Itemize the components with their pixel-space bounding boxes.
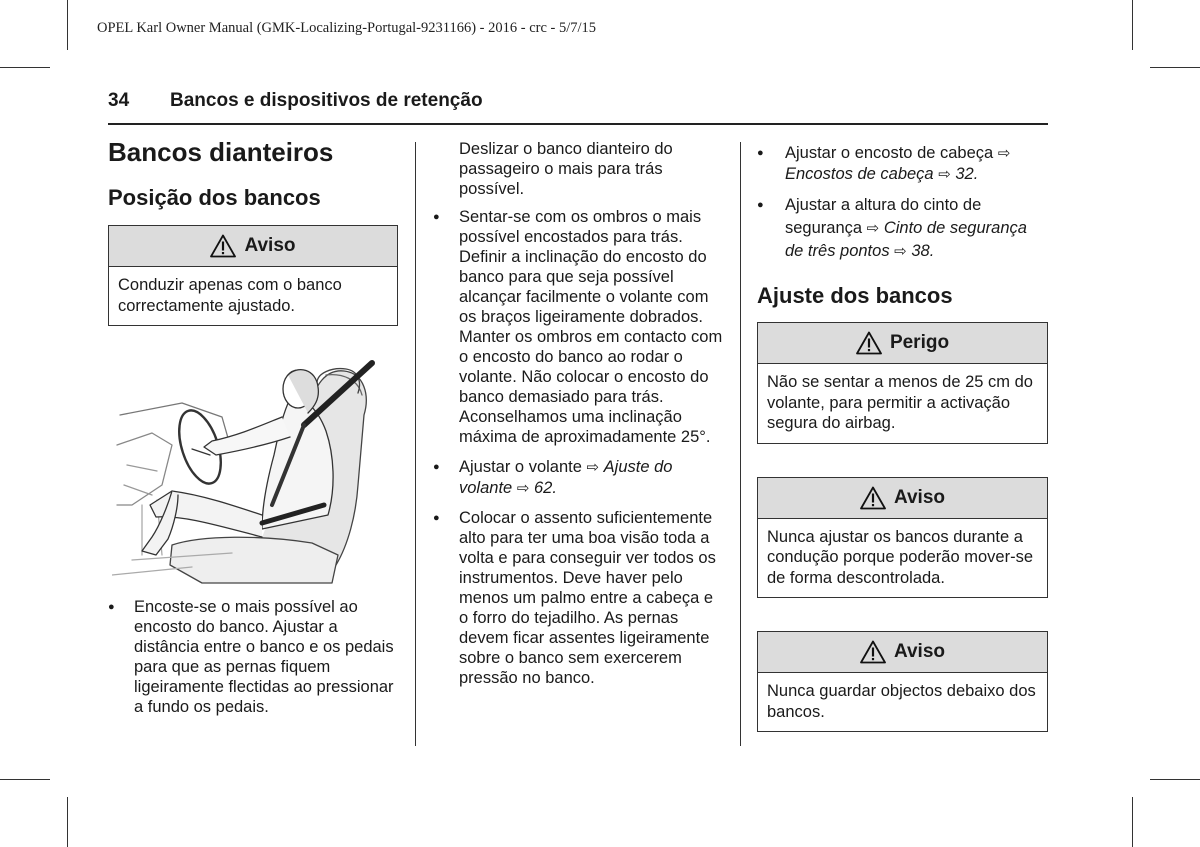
crop-mark bbox=[1150, 779, 1200, 780]
warning-triangle-icon bbox=[856, 331, 882, 355]
page-reference[interactable]: 62. bbox=[533, 479, 557, 497]
warning-text: Conduzir apenas com o banco correctamente ajustado. bbox=[118, 276, 342, 315]
column-3 bbox=[757, 143, 1048, 732]
warning-label: Aviso bbox=[893, 486, 946, 508]
warning-label: Aviso bbox=[244, 235, 296, 256]
danger-label: Perigo bbox=[889, 332, 950, 353]
list-item-text: Ajustar o volante bbox=[459, 458, 582, 476]
driver-seating-position-illustration bbox=[112, 355, 394, 587]
warning-triangle-icon bbox=[210, 234, 236, 258]
crop-mark bbox=[1132, 797, 1133, 847]
list-item-text: Ajustar o encosto de cabeça bbox=[785, 144, 994, 162]
cross-reference-arrow-icon: ⇨ bbox=[586, 459, 600, 476]
danger-box bbox=[757, 322, 1048, 444]
list-item: ● Sentar-se com os ombros o mais possível encostados para trás. Definir a inclinação do encosto do banco para que seja possível alcançar facilmente o volante com os braços ligeiramente dobrados. Manter os ombros em contacto com o encosto do banco ao rodar o volante. Não colocar o encosto do banco demasiado para trás. Aconselhamos uma inclinação máxima de aproximadamente 25°. bbox=[433, 207, 723, 447]
cross-reference-arrow-icon: ⇨ bbox=[866, 220, 880, 237]
crop-mark bbox=[1150, 67, 1200, 68]
list-item: ● Encoste-se o mais possível ao encosto do banco. Ajustar a distância entre o banco e os pedais para que as pernas fiquem ligeiramente flectidas ao pressionar a fundo os pedais. bbox=[108, 597, 398, 717]
list-item bbox=[757, 194, 1048, 263]
column-1 bbox=[108, 137, 398, 326]
crop-mark bbox=[1132, 0, 1133, 50]
list-item-text: Ajustar a altura do cinto de segurança bbox=[785, 196, 982, 237]
warning-header bbox=[758, 478, 1047, 519]
crop-mark bbox=[0, 779, 50, 780]
header-rule bbox=[108, 123, 1048, 125]
print-header: OPEL Karl Owner Manual (GMK-Localizing-Portugal-9231166) - 2016 - crc - 5/7/15 bbox=[97, 20, 597, 36]
danger-text: Não se sentar a menos de 25 cm do volante, para permitir a activação segura do airbag. bbox=[767, 373, 1033, 432]
list-item: ● Colocar o assento suficientemente alto para ter uma boa visão toda a volta e para conseguir ver todos os instrumentos. Deve haver pelo menos um palmo entre a cabeça e o forro do tejadilho. As pernas devem ficar assentes ligeiramente sobre o banco sem exercerem pressão no banco. bbox=[433, 508, 723, 688]
warning-triangle-icon bbox=[860, 640, 886, 664]
running-head bbox=[108, 90, 483, 112]
page-reference-arrow-icon: ⇨ bbox=[894, 243, 907, 260]
page-title: Bancos dianteiros bbox=[108, 137, 334, 167]
section-title: Bancos e dispositivos de retenção bbox=[170, 90, 483, 111]
section-subtitle: Posição dos bancos bbox=[108, 185, 321, 210]
danger-header bbox=[758, 323, 1047, 364]
cross-reference-arrow-icon: ⇨ bbox=[997, 145, 1011, 162]
page-reference[interactable]: 32. bbox=[955, 165, 979, 183]
warning-text: Nunca guardar objectos debaixo dos bancos. bbox=[767, 682, 1036, 721]
page-reference[interactable]: 38. bbox=[911, 242, 935, 260]
warning-box bbox=[108, 225, 398, 326]
section-subtitle: Ajuste dos bancos bbox=[757, 283, 953, 308]
warning-box bbox=[757, 477, 1048, 599]
page-number: 34 bbox=[108, 90, 130, 111]
cross-reference-link[interactable]: Encostos de cabeça bbox=[785, 165, 934, 183]
column-1-lower bbox=[108, 597, 398, 717]
column-divider bbox=[415, 142, 416, 746]
crop-mark bbox=[67, 0, 68, 50]
cross-reference-link[interactable]: Ajuste do volante bbox=[459, 458, 673, 497]
warning-box bbox=[757, 631, 1048, 732]
warning-header bbox=[109, 226, 397, 267]
paragraph: Deslizar o banco dianteiro do passageiro o mais para trás possível. bbox=[459, 140, 673, 198]
warning-triangle-icon bbox=[860, 486, 886, 510]
cross-reference-link[interactable]: Cinto de segurança de três pontos bbox=[785, 219, 1027, 260]
column-divider bbox=[740, 142, 741, 746]
list-item bbox=[433, 457, 723, 499]
warning-header bbox=[758, 632, 1047, 673]
page-reference-arrow-icon: ⇨ bbox=[516, 480, 530, 497]
warning-label: Aviso bbox=[893, 641, 946, 662]
crop-mark bbox=[67, 797, 68, 847]
crop-mark bbox=[0, 67, 50, 68]
list-item bbox=[757, 143, 1048, 185]
column-2 bbox=[433, 139, 723, 688]
page-reference-arrow-icon: ⇨ bbox=[938, 166, 951, 183]
warning-text: Nunca ajustar os bancos durante a condução porque poderão mover-se de forma descontrolada. bbox=[767, 527, 1034, 587]
